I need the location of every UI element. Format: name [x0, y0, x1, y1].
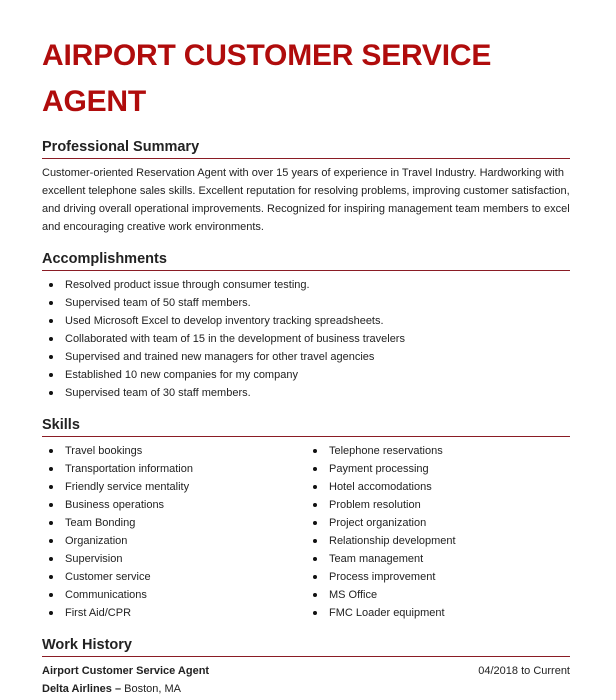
- bullet-icon: [313, 557, 317, 561]
- bullet-icon: [49, 391, 53, 395]
- skill-item: Problem resolution: [306, 496, 570, 514]
- employer-location: Boston, MA: [124, 683, 181, 695]
- bullet-icon: [313, 575, 317, 579]
- section-accomplishments: [42, 250, 570, 402]
- section-heading-professional-summary: Professional Summary: [42, 138, 570, 159]
- skill-item: Team management: [306, 550, 570, 568]
- bullet-icon: [49, 355, 53, 359]
- section-heading-skills: Skills: [42, 416, 570, 437]
- bullet-icon: [313, 467, 317, 471]
- accomplishment-item: Used Microsoft Excel to develop inventory tracking spreadsheets.: [42, 312, 570, 330]
- skill-item: Organization: [42, 532, 306, 550]
- skill-item: Transportation information: [42, 460, 306, 478]
- skill-item: Telephone reservations: [306, 442, 570, 460]
- bullet-icon: [49, 449, 53, 453]
- job-dates: 04/2018 to Current: [478, 665, 570, 677]
- section-skills: [42, 416, 570, 622]
- bullet-icon: [49, 373, 53, 377]
- skill-item: Business operations: [42, 496, 306, 514]
- resume-title: [42, 0, 570, 125]
- skill-item: Travel bookings: [42, 442, 306, 460]
- bullet-icon: [313, 503, 317, 507]
- accomplishment-item: Supervised and trained new managers for other travel agencies: [42, 348, 570, 366]
- bullet-icon: [313, 485, 317, 489]
- bullet-icon: [49, 467, 53, 471]
- employer-separator: –: [111, 683, 125, 695]
- bullet-icon: [313, 539, 317, 543]
- skill-item: Project organization: [306, 514, 570, 532]
- skill-item: Hotel accomodations: [306, 478, 570, 496]
- employer-row: [42, 680, 570, 698]
- employer-name: Delta Airlines: [42, 683, 112, 695]
- bullet-icon: [313, 521, 317, 525]
- accomplishment-item: Resolved product issue through consumer testing.: [42, 276, 570, 294]
- job-title: Airport Customer Service Agent: [42, 665, 210, 677]
- accomplishments-list: [42, 276, 570, 402]
- accomplishment-item: Supervised team of 30 staff members.: [42, 384, 570, 402]
- section-heading-accomplishments: Accomplishments: [42, 250, 570, 271]
- skill-item: FMC Loader equipment: [306, 604, 570, 622]
- accomplishment-item: Supervised team of 50 staff members.: [42, 294, 570, 312]
- skill-item: Communications: [42, 586, 306, 604]
- bullet-icon: [313, 593, 317, 597]
- accomplishment-item: Established 10 new companies for my company: [42, 366, 570, 384]
- skills-list-right: [306, 442, 570, 622]
- bullet-icon: [49, 301, 53, 305]
- skill-item: Process improvement: [306, 568, 570, 586]
- bullet-icon: [49, 539, 53, 543]
- skill-item: Supervision: [42, 550, 306, 568]
- skill-item: Friendly service mentality: [42, 478, 306, 496]
- bullet-icon: [49, 521, 53, 525]
- resume-title-line2: AGENT: [42, 85, 147, 118]
- bullet-icon: [49, 503, 53, 507]
- bullet-icon: [49, 575, 53, 579]
- resume-page: [42, 0, 570, 698]
- bullet-icon: [49, 337, 53, 341]
- job-entry: [42, 662, 570, 698]
- skills-grid: [42, 442, 570, 622]
- skill-item: MS Office: [306, 586, 570, 604]
- skill-item: First Aid/CPR: [42, 604, 306, 622]
- summary-text: Customer-oriented Reservation Agent with over 15 years of experience in Travel Industry. Hardworking with excellent telephone sales skills. Excellent reputation for resolving problems, improving customer satisfaction, and driving overall operational improvements. Recognized for inspiring management team members to excel and encouraging creative work environments.: [42, 167, 570, 233]
- bullet-icon: [49, 611, 53, 615]
- section-heading-work-history: Work History: [42, 636, 570, 657]
- skill-item: Customer service: [42, 568, 306, 586]
- bullet-icon: [313, 449, 317, 453]
- bullet-icon: [49, 283, 53, 287]
- section-professional-summary: [42, 138, 570, 236]
- bullet-icon: [49, 593, 53, 597]
- bullet-icon: [49, 319, 53, 323]
- skill-item: Team Bonding: [42, 514, 306, 532]
- skills-list-left: [42, 442, 306, 622]
- bullet-icon: [49, 485, 53, 489]
- skill-item: Payment processing: [306, 460, 570, 478]
- resume-title-line1: AIRPORT CUSTOMER SERVICE: [42, 39, 492, 72]
- bullet-icon: [49, 557, 53, 561]
- skill-item: Relationship development: [306, 532, 570, 550]
- bullet-icon: [313, 611, 317, 615]
- job-header-row: [42, 662, 570, 680]
- accomplishment-item: Collaborated with team of 15 in the development of business travelers: [42, 330, 570, 348]
- section-work-history: [42, 636, 570, 698]
